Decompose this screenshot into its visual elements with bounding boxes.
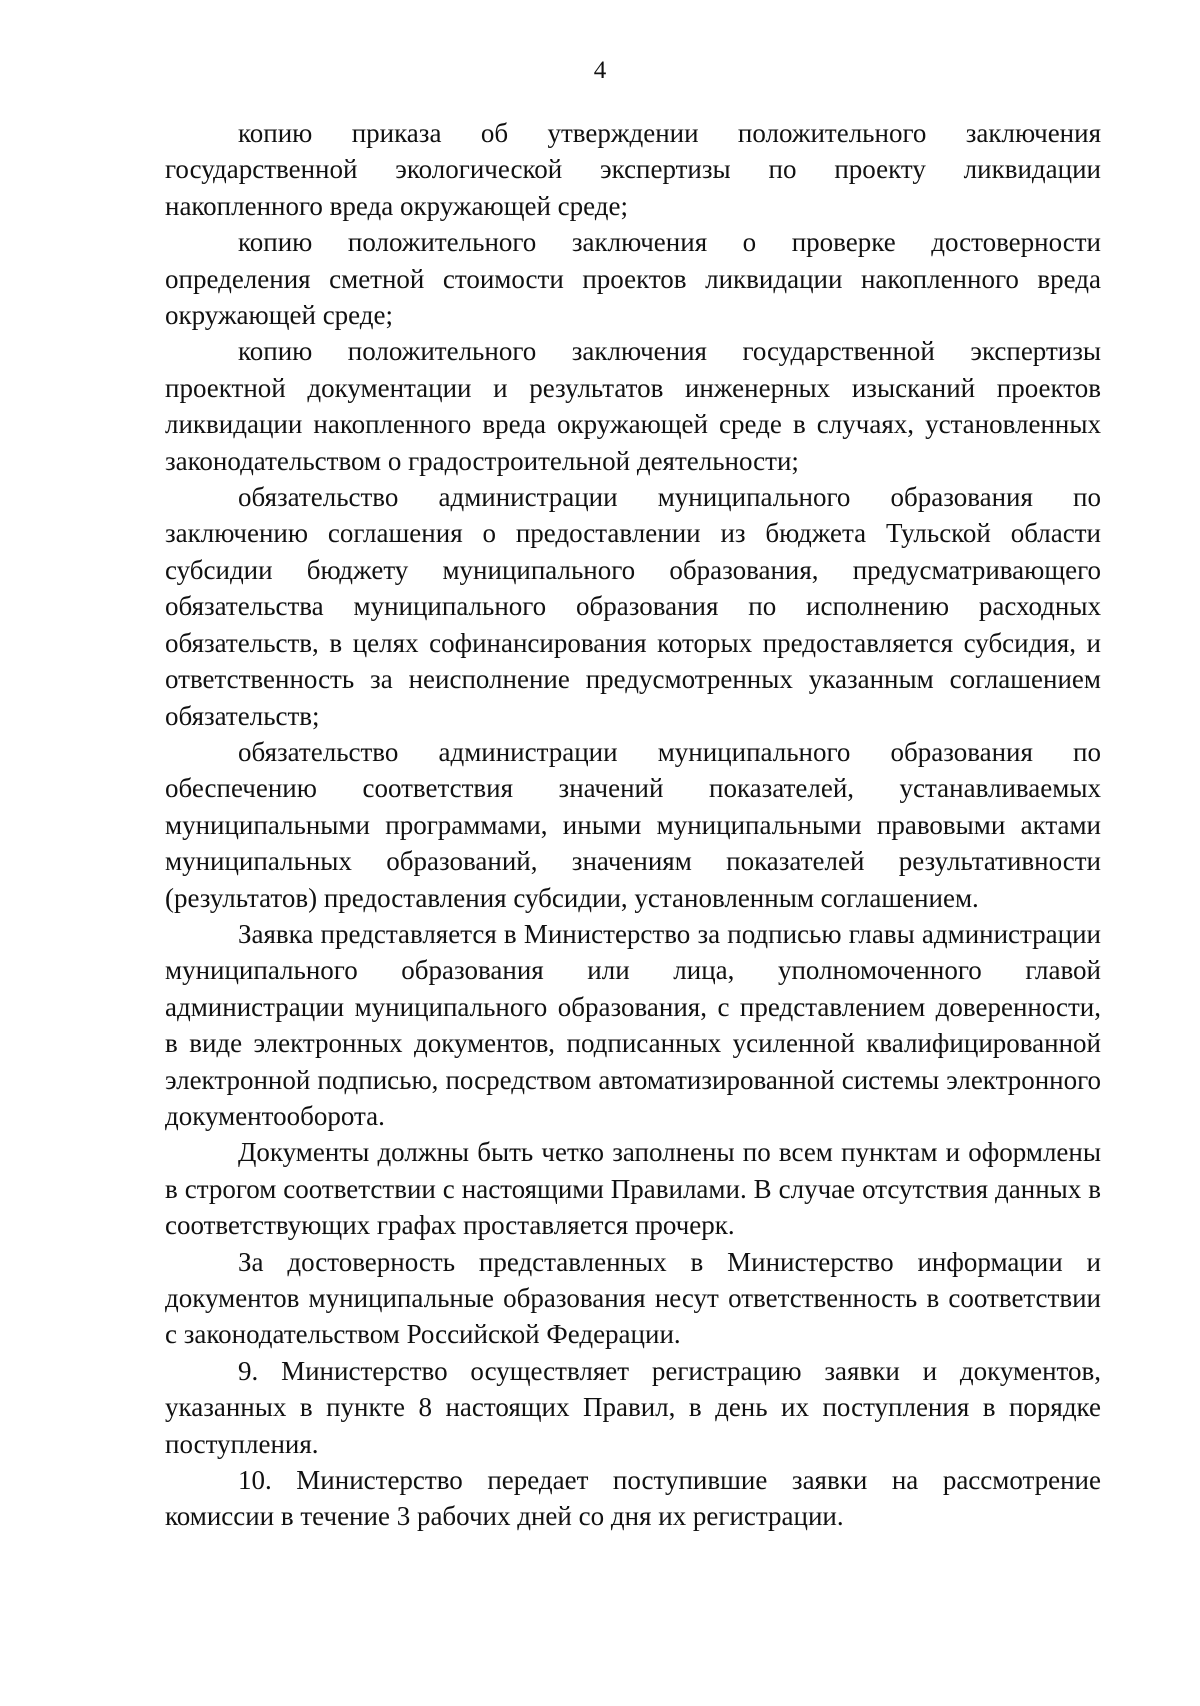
document-body <box>165 115 1101 1535</box>
paragraph-application-submission: Заявка представляется в Министерство за подписью главы администрации муниципального образования или лица, уполномоченного главой администрации муниципального образования, с представлением доверенности, в виде электронных документов, подписанных усиленной квалифицированной электронной подписью, посредством автоматизированной системы электронного документооборота. <box>165 918 1101 1131</box>
paragraph-indicator-obligation: обязательство администрации муниципального образования по обеспечению соответствия значений показателей, устанавливаемых муниципальными программами, иными муниципальными правовыми актами муниципальных образований, значениям показателей результативности (результатов) предоставления субсидии, установленным соглашением. <box>165 736 1101 913</box>
paragraph-item-10: 10. Министерство передает поступившие заявки на рассмотрение комиссии в течение 3 рабочих дней со дня их регистрации. <box>165 1465 1101 1532</box>
paragraph-agreement-obligation: обязательство администрации муниципального образования по заключению соглашения о предоставлении из бюджета Тульской области субсидии бюджету муниципального образования, предусматривающего обязательства муниципального образования по исполнению расходных обязательств, в целях софинансирования которых предоставляется субсидия, и ответственность за неисполнение предусмотренных указанным соглашением обязательств; <box>165 482 1101 731</box>
page-number: 4 <box>593 57 607 84</box>
paragraph-order-copy: копию приказа об утверждении положительного заключения государственной экологической экспертизы по проекту ликвидации накопленного вреда окружающей среде; <box>165 118 1101 221</box>
paragraph-documents-requirements: Документы должны быть четко заполнены по всем пунктам и оформлены в строгом соответствии с настоящими Правилами. В случае отсутствия данных в соответствующих графах проставляется прочерк. <box>165 1137 1101 1241</box>
paragraph-item-9: 9. Министерство осуществляет регистрацию заявки и документов, указанных в пункте 8 настоящих Правил, в день их поступления в порядке поступления. <box>165 1355 1101 1459</box>
paragraph-estimate-conclusion-copy: копию положительного заключения о проверке достоверности определения сметной стоимости проектов ликвидации накопленного вреда окружающей среде; <box>165 227 1101 331</box>
paragraph-state-expertise-copy: копию положительного заключения государственной экспертизы проектной документации и результатов инженерных изысканий проектов ликвидации накопленного вреда окружающей среде в случаях, установленных законодательством о градостроительной деятельности; <box>165 336 1101 476</box>
paragraph-reliability-responsibility: За достоверность представленных в Министерство информации и документов муниципальные образования несут ответственность в соответствии с законодательством Российской Федерации. <box>165 1246 1101 1350</box>
